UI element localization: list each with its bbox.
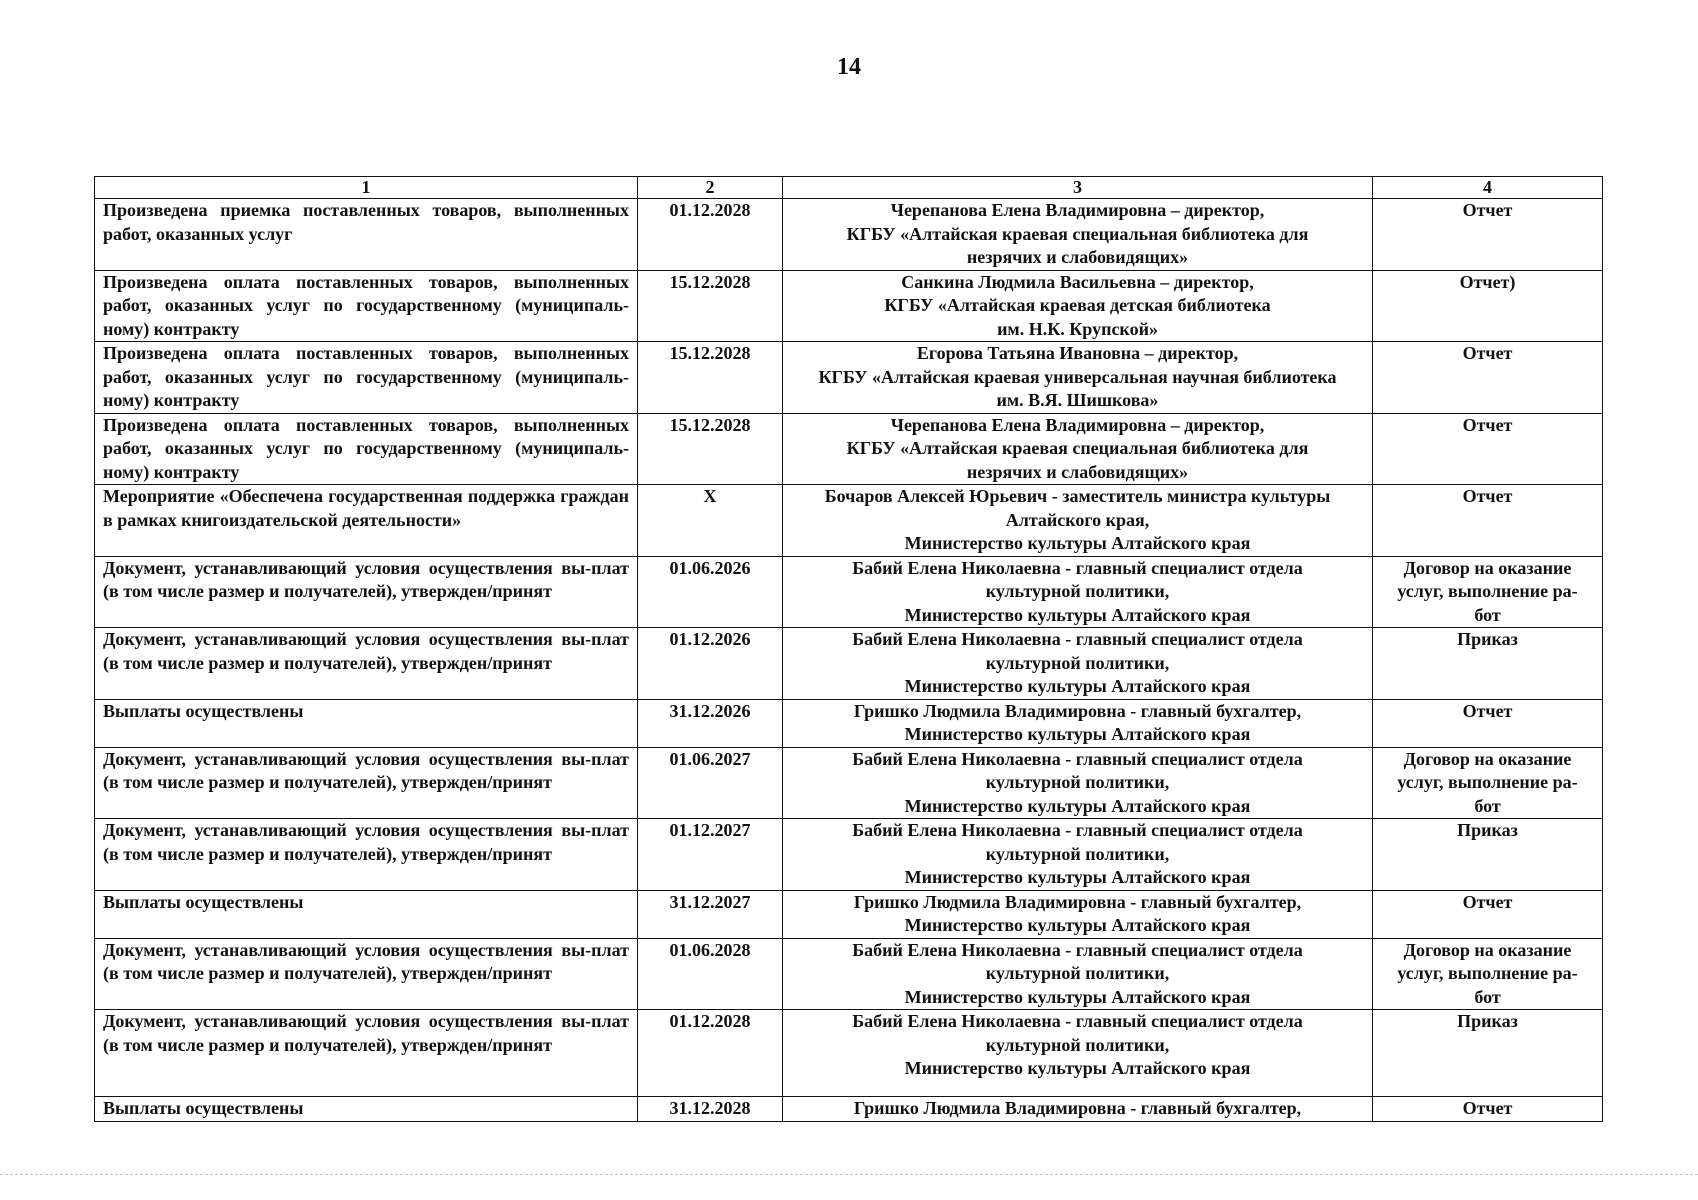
date-cell: 01.06.2027 xyxy=(638,747,783,819)
document-cell-line: Договор на оказание xyxy=(1403,748,1572,769)
document-cell-line: услуг, выполнение ра- xyxy=(1397,963,1578,983)
document-cell-line: услуг, выполнение ра- xyxy=(1397,772,1578,792)
responsible-cell-line: культурной политики, xyxy=(985,652,1170,673)
document-cell-line: бот xyxy=(1474,604,1501,625)
document-cell-line: Отчет) xyxy=(1459,271,1516,292)
table-header xyxy=(95,177,1603,199)
responsible-cell-line: КГБУ «Алтайская краевая детская библиотека xyxy=(884,295,1271,315)
responsible-cell-line: КГБУ «Алтайская краевая универсальная научная библиотека xyxy=(818,366,1337,387)
responsible-cell-line: Бочаров Алексей Юрьевич - заместитель министра культуры xyxy=(824,486,1331,506)
event-cell xyxy=(95,1010,638,1097)
event-cell xyxy=(95,342,638,414)
responsible-cell-line: Министерство культуры Алтайского края xyxy=(904,724,1251,744)
table-row xyxy=(95,1097,1603,1122)
document-cell-line: Отчет xyxy=(1462,343,1513,363)
date-cell: 01.12.2026 xyxy=(638,628,783,700)
event-cell-line: Произведена оплата поставленных товаров, выполненных работ, оказанных услуг по государственному (муниципаль-ному) контракту xyxy=(103,343,629,410)
document-cell-line: Договор на оказание xyxy=(1403,557,1572,578)
header-col-2: 2 xyxy=(638,177,783,199)
table-row xyxy=(95,199,1603,271)
scan-edge-divider xyxy=(0,1174,1698,1175)
document-cell xyxy=(1373,270,1603,342)
event-cell xyxy=(95,699,638,747)
responsible-cell xyxy=(783,342,1373,414)
table-row xyxy=(95,342,1603,414)
responsible-cell-line: им. Н.К. Крупской» xyxy=(997,318,1158,339)
responsible-cell-line: им. В.Я. Шишкова» xyxy=(996,390,1159,410)
event-cell xyxy=(95,199,638,271)
document-cell-line: Отчет xyxy=(1462,891,1513,912)
responsible-cell xyxy=(783,270,1373,342)
page-number: 14 xyxy=(837,54,861,80)
document-cell xyxy=(1373,413,1603,485)
responsible-cell xyxy=(783,699,1373,747)
event-cell-line: Произведена оплата поставленных товаров, выполненных работ, оказанных услуг по государственному (муниципаль-ному) контракту xyxy=(103,414,629,482)
event-cell xyxy=(95,413,638,485)
document-cell-line: Отчет xyxy=(1462,1098,1513,1118)
document-cell xyxy=(1373,485,1603,557)
date-cell: 01.06.2028 xyxy=(638,938,783,1010)
responsible-cell xyxy=(783,890,1373,938)
responsible-cell-line: Черепанова Елена Владимировна – директор, xyxy=(890,414,1265,435)
responsible-cell-line: Бабий Елена Николаевна - главный специалист отдела xyxy=(852,939,1303,960)
document-cell xyxy=(1373,342,1603,414)
event-cell xyxy=(95,938,638,1010)
date-cell: 31.12.2026 xyxy=(638,699,783,747)
responsible-cell xyxy=(783,556,1373,628)
table-row xyxy=(95,747,1603,819)
document-cell xyxy=(1373,199,1603,271)
responsible-cell xyxy=(783,199,1373,271)
responsible-cell-line: культурной политики, xyxy=(985,843,1170,864)
responsible-cell xyxy=(783,1010,1373,1097)
document-cell xyxy=(1373,556,1603,628)
responsible-cell-line: незрячих и слабовидящих» xyxy=(966,247,1189,267)
document-cell-line: Приказ xyxy=(1457,1011,1518,1031)
document-cell-line: бот xyxy=(1474,986,1501,1007)
plan-table xyxy=(94,176,1603,1122)
event-cell-line: Документ, устанавливающий условия осуществления вы-плат (в том числе размер и получателей), утвержден/принят xyxy=(103,1011,629,1055)
date-cell: 01.12.2028 xyxy=(638,1010,783,1097)
event-cell-line: Документ, устанавливающий условия осуществления вы-плат (в том числе размер и получателей), утвержден/принят xyxy=(103,748,629,792)
event-cell xyxy=(95,747,638,819)
document-cell-line: Отчет xyxy=(1462,414,1513,435)
responsible-cell-line: Министерство культуры Алтайского края xyxy=(904,795,1251,816)
responsible-cell-line: Санкина Людмила Васильевна – директор, xyxy=(901,271,1254,292)
event-cell-line: Документ, устанавливающий условия осуществления вы-плат (в том числе размер и получателей), утвержден/принят xyxy=(103,939,629,983)
header-col-1: 1 xyxy=(95,177,638,199)
responsible-cell-line: Министерство культуры Алтайского края xyxy=(904,986,1251,1007)
responsible-cell-line: КГБУ «Алтайская краевая специальная библиотека для xyxy=(846,438,1309,458)
responsible-cell-line: КГБУ «Алтайская краевая специальная библиотека для xyxy=(846,223,1309,244)
responsible-cell-line: Черепанова Елена Владимировна – директор, xyxy=(890,200,1265,220)
date-cell: 01.12.2027 xyxy=(638,819,783,891)
responsible-cell xyxy=(783,938,1373,1010)
responsible-cell-line: культурной политики, xyxy=(985,1034,1170,1055)
event-cell xyxy=(95,556,638,628)
date-cell: 15.12.2028 xyxy=(638,413,783,485)
table-row xyxy=(95,485,1603,557)
table-body xyxy=(95,199,1603,1122)
table-row xyxy=(95,556,1603,628)
event-cell-line: Документ, устанавливающий условия осуществления вы-плат (в том числе размер и получателей), утвержден/принят xyxy=(103,820,629,864)
responsible-cell-line: Министерство культуры Алтайского края xyxy=(904,915,1251,935)
responsible-cell-line: Гришко Людмила Владимировна - главный бухгалтер, xyxy=(853,1098,1302,1118)
responsible-cell xyxy=(783,747,1373,819)
date-cell: 15.12.2028 xyxy=(638,342,783,414)
responsible-cell-line: Бабий Елена Николаевна - главный специалист отдела xyxy=(852,629,1303,649)
responsible-cell-line: Бабий Елена Николаевна - главный специалист отдела xyxy=(852,557,1303,578)
event-cell xyxy=(95,270,638,342)
document-cell-line: Приказ xyxy=(1457,820,1518,840)
table-row xyxy=(95,628,1603,700)
date-cell: 15.12.2028 xyxy=(638,270,783,342)
table-row xyxy=(95,819,1603,891)
responsible-cell-line: культурной политики, xyxy=(985,963,1170,983)
table-row xyxy=(95,1010,1603,1097)
responsible-cell xyxy=(783,485,1373,557)
responsible-cell xyxy=(783,819,1373,891)
responsible-cell-line: Гришко Людмила Владимировна - главный бухгалтер, xyxy=(853,891,1302,912)
responsible-cell-line: Бабий Елена Николаевна - главный специалист отдела xyxy=(852,820,1303,840)
document-cell-line: услуг, выполнение ра- xyxy=(1397,581,1578,601)
event-cell-line: Выплаты осуществлены xyxy=(103,891,304,912)
responsible-cell-line: Министерство культуры Алтайского края xyxy=(904,604,1251,625)
document-cell-line: Договор на оказание xyxy=(1403,939,1572,960)
event-cell-line: Мероприятие «Обеспечена государственная поддержка граждан в рамках книгоиздательской деятельности» xyxy=(103,486,629,530)
document-cell xyxy=(1373,938,1603,1010)
table-row xyxy=(95,938,1603,1010)
responsible-cell-line: Министерство культуры Алтайского края xyxy=(904,533,1251,553)
document-cell-line: Отчет xyxy=(1462,700,1513,721)
date-cell: 01.12.2028 xyxy=(638,199,783,271)
responsible-cell-line: Алтайского края, xyxy=(1005,509,1150,530)
table-row xyxy=(95,270,1603,342)
event-cell-line: Произведена оплата поставленных товаров, выполненных работ, оказанных услуг по государственному (муниципаль-ному) контракту xyxy=(103,271,629,339)
responsible-cell xyxy=(783,628,1373,700)
responsible-cell-line: Министерство культуры Алтайского края xyxy=(904,867,1251,887)
document-cell-line: Приказ xyxy=(1457,629,1518,649)
event-cell-line: Выплаты осуществлены xyxy=(103,700,304,721)
responsible-cell-line: Министерство культуры Алтайского края xyxy=(904,1058,1251,1078)
document-cell-line: Отчет xyxy=(1462,200,1513,220)
document-cell xyxy=(1373,747,1603,819)
date-cell: 31.12.2028 xyxy=(638,1097,783,1122)
table-row xyxy=(95,699,1603,747)
document-cell xyxy=(1373,628,1603,700)
document-cell xyxy=(1373,890,1603,938)
header-col-4: 4 xyxy=(1373,177,1603,199)
table-row xyxy=(95,890,1603,938)
event-cell-line: Документ, устанавливающий условия осуществления вы-плат (в том числе размер и получателей), утвержден/принят xyxy=(103,629,629,673)
document-cell-line: бот xyxy=(1474,795,1501,816)
event-cell xyxy=(95,819,638,891)
responsible-cell-line: Министерство культуры Алтайского края xyxy=(904,676,1251,696)
responsible-cell xyxy=(783,413,1373,485)
responsible-cell-line: Гришко Людмила Владимировна - главный бухгалтер, xyxy=(853,700,1302,721)
table-row xyxy=(95,413,1603,485)
responsible-cell-line: культурной политики, xyxy=(985,581,1170,601)
header-col-3: 3 xyxy=(783,177,1373,199)
responsible-cell-line: незрячих и слабовидящих» xyxy=(966,461,1189,482)
event-cell xyxy=(95,890,638,938)
date-cell: Х xyxy=(638,485,783,557)
date-cell: 01.06.2026 xyxy=(638,556,783,628)
responsible-cell-line: Бабий Елена Николаевна - главный специалист отдела xyxy=(852,1011,1303,1031)
event-cell xyxy=(95,485,638,557)
responsible-cell xyxy=(783,1097,1373,1122)
event-cell-line: Произведена приемка поставленных товаров, выполненных работ, оказанных услуг xyxy=(103,200,629,244)
responsible-cell-line: культурной политики, xyxy=(985,772,1170,792)
responsible-cell-line: Бабий Елена Николаевна - главный специалист отдела xyxy=(852,748,1303,769)
event-cell xyxy=(95,1097,638,1122)
document-cell-line: Отчет xyxy=(1462,486,1513,506)
date-cell: 31.12.2027 xyxy=(638,890,783,938)
event-cell xyxy=(95,628,638,700)
document-cell xyxy=(1373,1010,1603,1097)
responsible-cell-line: Егорова Татьяна Ивановна – директор, xyxy=(916,343,1239,363)
document-cell xyxy=(1373,699,1603,747)
event-cell-line: Документ, устанавливающий условия осуществления вы-плат (в том числе размер и получателей), утвержден/принят xyxy=(103,557,629,601)
document-cell xyxy=(1373,1097,1603,1122)
document-cell xyxy=(1373,819,1603,891)
event-cell-line: Выплаты осуществлены xyxy=(103,1098,304,1118)
header-row xyxy=(95,177,1603,199)
